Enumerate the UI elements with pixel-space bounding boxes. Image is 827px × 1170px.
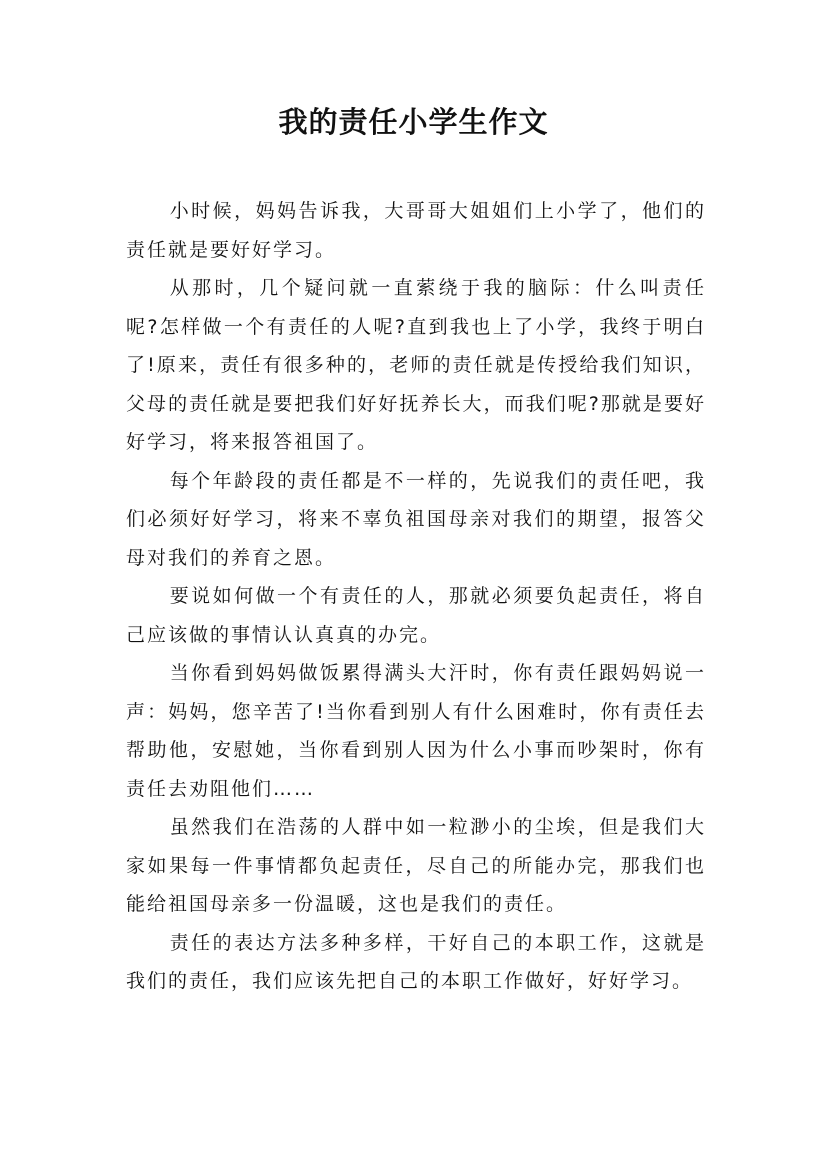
paragraph: 虽然我们在浩荡的人群中如一粒渺小的尘埃，但是我们大家如果每一件事情都负起责任，尽自己的所能办完，那我们也能给祖国母亲多一份温暖，这也是我们的责任。 xyxy=(126,816,706,915)
paragraph: 责任的表达方法多种多样，干好自己的本职工作，这就是我们的责任，我们应该先把自己的本职工作做好，好好学习。 xyxy=(126,931,706,992)
paragraph: 要说如何做一个有责任的人，那就必须要负起责任，将自己应该做的事情认认真真的办完。 xyxy=(126,585,706,646)
document-body xyxy=(126,192,706,1001)
paragraph: 从那时，几个疑问就一直萦绕于我的脑际：什么叫责任呢?怎样做一个有责任的人呢?直到我也上了小学，我终于明白了!原来，责任有很多种的，老师的责任就是传授给我们知识，父母的责任就是要把我们好好抚养长大，而我们呢?那就是要好好学习，将来报答祖国了。 xyxy=(126,277,706,453)
paragraph: 小时候，妈妈告诉我，大哥哥大姐姐们上小学了，他们的责任就是要好好学习。 xyxy=(126,200,706,261)
paragraph: 当你看到妈妈做饭累得满头大汗时，你有责任跟妈妈说一声：妈妈，您辛苦了!当你看到别人有什么困难时，你有责任去帮助他，安慰她，当你看到别人因为什么小事而吵架时，你有责任去劝阻他们…… xyxy=(126,662,706,800)
paragraph: 每个年龄段的责任都是不一样的，先说我们的责任吧，我们必须好好学习，将来不辜负祖国母亲对我们的期望，报答父母对我们的养育之恩。 xyxy=(126,469,706,569)
document-title: 我的责任小学生作文 xyxy=(278,105,549,139)
